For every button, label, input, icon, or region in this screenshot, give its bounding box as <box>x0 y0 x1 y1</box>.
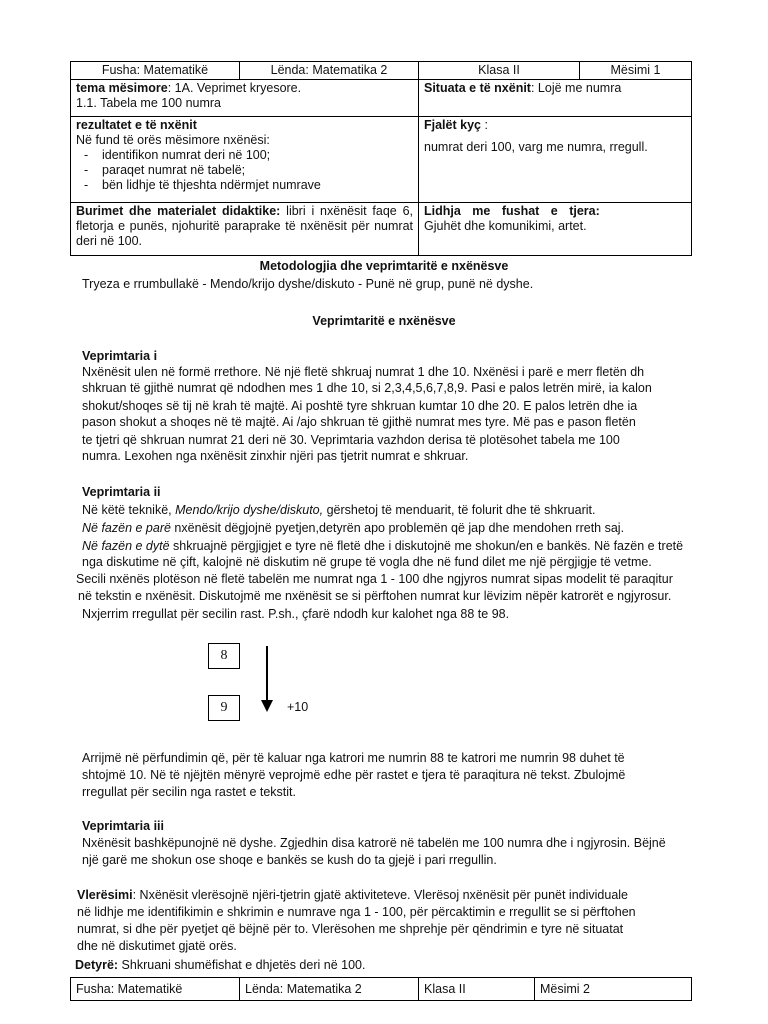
rezultatet-label: rezultatet e të nxënit <box>76 118 197 132</box>
v3-title: Veprimtaria iii <box>82 819 164 833</box>
detyre-value: Shkruani shumëfishat e dhjetës deri në 100. <box>118 958 366 972</box>
v1-line: shokut/shoqes së tij në krah të majtë. Ai poshtë tyre shkruan kumtar 10 dhe 20. E palos letrën dhe ia <box>82 399 638 413</box>
v2-line7: Nxjerrim rregullat për secilin rast. P.sh., çfarë ndodh kur kalohet nga 88 te 98. <box>82 607 510 621</box>
burimet-value: libri i nxënësit faqe 6, fletorja e punës, njohuritë paraprake të nxënësit për numrat deri në 100. <box>76 204 413 248</box>
vleresimi-line: numrat, si dhe për pyetjet që bëjnë për to. Vlerësohen me shprehje për qëndrimin e tyre në situatat <box>77 922 624 936</box>
situata-value: : Lojë me numra <box>530 81 622 95</box>
header-row <box>71 62 692 80</box>
v2-line3-phase: Në fazën e dytë <box>82 539 170 553</box>
v2-line3-b: shkruajnë përgjigjet e tyre në fletë dhe i diskutojnë me shokun/en e bankës. Në fazën e tretë <box>169 539 684 553</box>
vleresimi-line1 <box>77 887 628 903</box>
rezultatet-list <box>76 148 413 193</box>
veprimtarite-title: Veprimtaritë e nxënësve <box>312 314 456 328</box>
rezultatet-row <box>71 117 692 203</box>
fusha-cell: Fusha: Matematikë <box>71 978 240 1001</box>
v1-line: shkruan të gjithë numrat që ndodhen mes 1 dhe 10, si 2,3,4,5,6,7,8,9. Pasi e palos letrën mirë, ia kalon <box>82 381 652 395</box>
vleresimi-label: Vlerësimi <box>77 888 133 902</box>
fjalet-colon: : <box>480 118 488 132</box>
v2-line1-a: Në këtë teknikë, <box>82 503 176 517</box>
vleresimi-first: : Nxënësit vlerësojnë njëri-tjetrin gjatë aktiviteteve. Vlerësoj nxënësit për punët individuale <box>132 888 628 902</box>
v1-line: numra. Lexohen nga nxënësit zinxhir njëri pas tjetrit numrat e shkruar. <box>82 449 469 463</box>
v1-line: Nxënësit ulen në formë rrethore. Në një fletë shkruaj numrat 1 dhe 10. Nxënësi i parë e merr fletën dh <box>82 365 645 379</box>
v1-line: pason shokut a shoqes në të majtë. Ai /ajo shkruan të gjithë numrat mes tyre. Më pas e pason fletën <box>82 415 636 429</box>
vleresimi-line: në lidhje me identifikimin e shkrimin e numrave nga 1 - 100, për përcaktimin e rregullit se si përftohen <box>77 905 636 919</box>
detyre-line <box>75 957 365 973</box>
mesimi-cell: Mësimi 2 <box>535 978 692 1001</box>
v1-title: Veprimtaria i <box>82 349 158 363</box>
klasa-cell: Klasa II <box>419 62 580 80</box>
conclusion-line: shtojmë 10. Në të njëjtën mënyrë veprojmë edhe për rastet e tjera të paraqitura në tekst. Zbulojmë <box>82 768 626 782</box>
fjalet-cell <box>419 117 692 203</box>
lenda-cell: Lënda: Matematika 2 <box>240 62 419 80</box>
v1-line: te tjetri që shkruan numrat 21 deri në 30. Veprimtaria vazhdon derisa të plotësohet tabela me 100 <box>82 433 620 447</box>
v2-title: Veprimtaria ii <box>82 485 161 499</box>
list-item: - identifikon numrat deri në 100; <box>76 148 413 163</box>
metodologjia-text: Tryeza e rrumbullakë - Mendo/krijo dyshe/diskuto - Punë në grup, punë në dyshe. <box>82 277 534 291</box>
v2-line3 <box>82 538 683 554</box>
down-arrow-icon <box>258 644 276 714</box>
fjalet-label: Fjalët kyç <box>424 118 481 132</box>
mesimi-cell: Mësimi 1 <box>580 62 692 80</box>
v2-line1 <box>82 502 595 518</box>
tema-cell <box>71 80 419 117</box>
v2-line1-technique: Mendo/krijo dyshe/diskuto, <box>175 503 324 517</box>
lidhja-value: Gjuhët dhe komunikimi, artet. <box>424 219 587 233</box>
diagram-label: +10 <box>287 700 309 714</box>
vleresimi-line: dhe në diskutimet gjatë orës. <box>77 939 237 953</box>
situata-label: Situata e të nxënit <box>424 81 531 95</box>
list-item: - paraqet numrat në tabelë; <box>76 163 413 178</box>
v2-line5: Secili nxënës plotëson në fletë tabelën me numrat nga 1 - 100 dhe ngjyros numrat sipas modelit të paraqitur <box>76 572 673 586</box>
detyre-label: Detyrë: <box>75 958 119 972</box>
v3-line: një garë me shokun ose shoqe e bankës se kush do ta gjejë i pari rregullin. <box>82 853 497 867</box>
klasa-cell: Klasa II <box>419 978 535 1001</box>
v3-line: Nxënësit bashkëpunojnë në dyshe. Zgjedhin disa katrorë në tabelën me 100 numra dhe i ngjyrosin. Bëjnë <box>82 836 666 850</box>
metodologjia-title: Metodologjia dhe veprimtaritë e nxënësve <box>259 259 509 273</box>
fusha-cell: Fusha: Matematikë <box>71 62 240 80</box>
lesson-plan-table <box>70 61 692 256</box>
burimet-label: Burimet dhe materialet didaktike: <box>76 204 281 218</box>
situata-cell <box>419 80 692 117</box>
tema-value: : 1A. Veprimet kryesore. <box>167 81 302 95</box>
next-lesson-table <box>70 977 692 1001</box>
list-item: - bën lidhje të thjeshta ndërmjet numrave <box>76 178 413 193</box>
v2-line4: nga diskutime në çift, kalojnë në diskutim në grupe të vogla dhe në fund dilet me një përgjigje të vetme. <box>82 555 652 569</box>
lidhja-label: Lidhja me fushat e tjera: <box>424 204 600 218</box>
tema-row <box>71 80 692 117</box>
diagram-box-top: 8 <box>208 643 240 669</box>
fjalet-value: numrat deri 100, varg me numra, rregull. <box>424 140 648 154</box>
tema-label: tema mësimore <box>76 81 168 95</box>
conclusion-line: rregullat për secilin nga rastet e tekstit. <box>82 785 296 799</box>
diagram-box-bottom: 9 <box>208 695 240 721</box>
header-row <box>71 978 692 1001</box>
rezultatet-cell <box>71 117 419 203</box>
lenda-cell: Lënda: Matematika 2 <box>240 978 419 1001</box>
burimet-row <box>71 203 692 256</box>
conclusion-line: Arrijmë në përfundimin që, për të kaluar nga katrori me numrin 88 te katrori me numrin 98 duhet të <box>82 751 625 765</box>
v2-line6: në tekstin e nxënësit. Diskutojmë me nxënësit se si përftohen numrat kur lëvizim nëpër katrorët e ngjyrosur. <box>78 589 672 603</box>
burimet-cell <box>71 203 419 256</box>
v2-line1-b: gërshetoj të menduarit, të folurit dhe të shkruarit. <box>323 503 596 517</box>
lidhja-cell <box>419 203 692 256</box>
v2-line2 <box>82 520 624 536</box>
tema-line2: 1.1. Tabela me 100 numra <box>76 96 222 110</box>
v2-line2-phase: Në fazën e parë <box>82 521 171 535</box>
v2-line2-b: nxënësit dëgjojnë pyetjen,detyrën apo problemën që jap dhe mendohen rreth saj. <box>170 521 625 535</box>
rezultatet-intro: Në fund të orës mësimore nxënësi: <box>76 133 270 147</box>
